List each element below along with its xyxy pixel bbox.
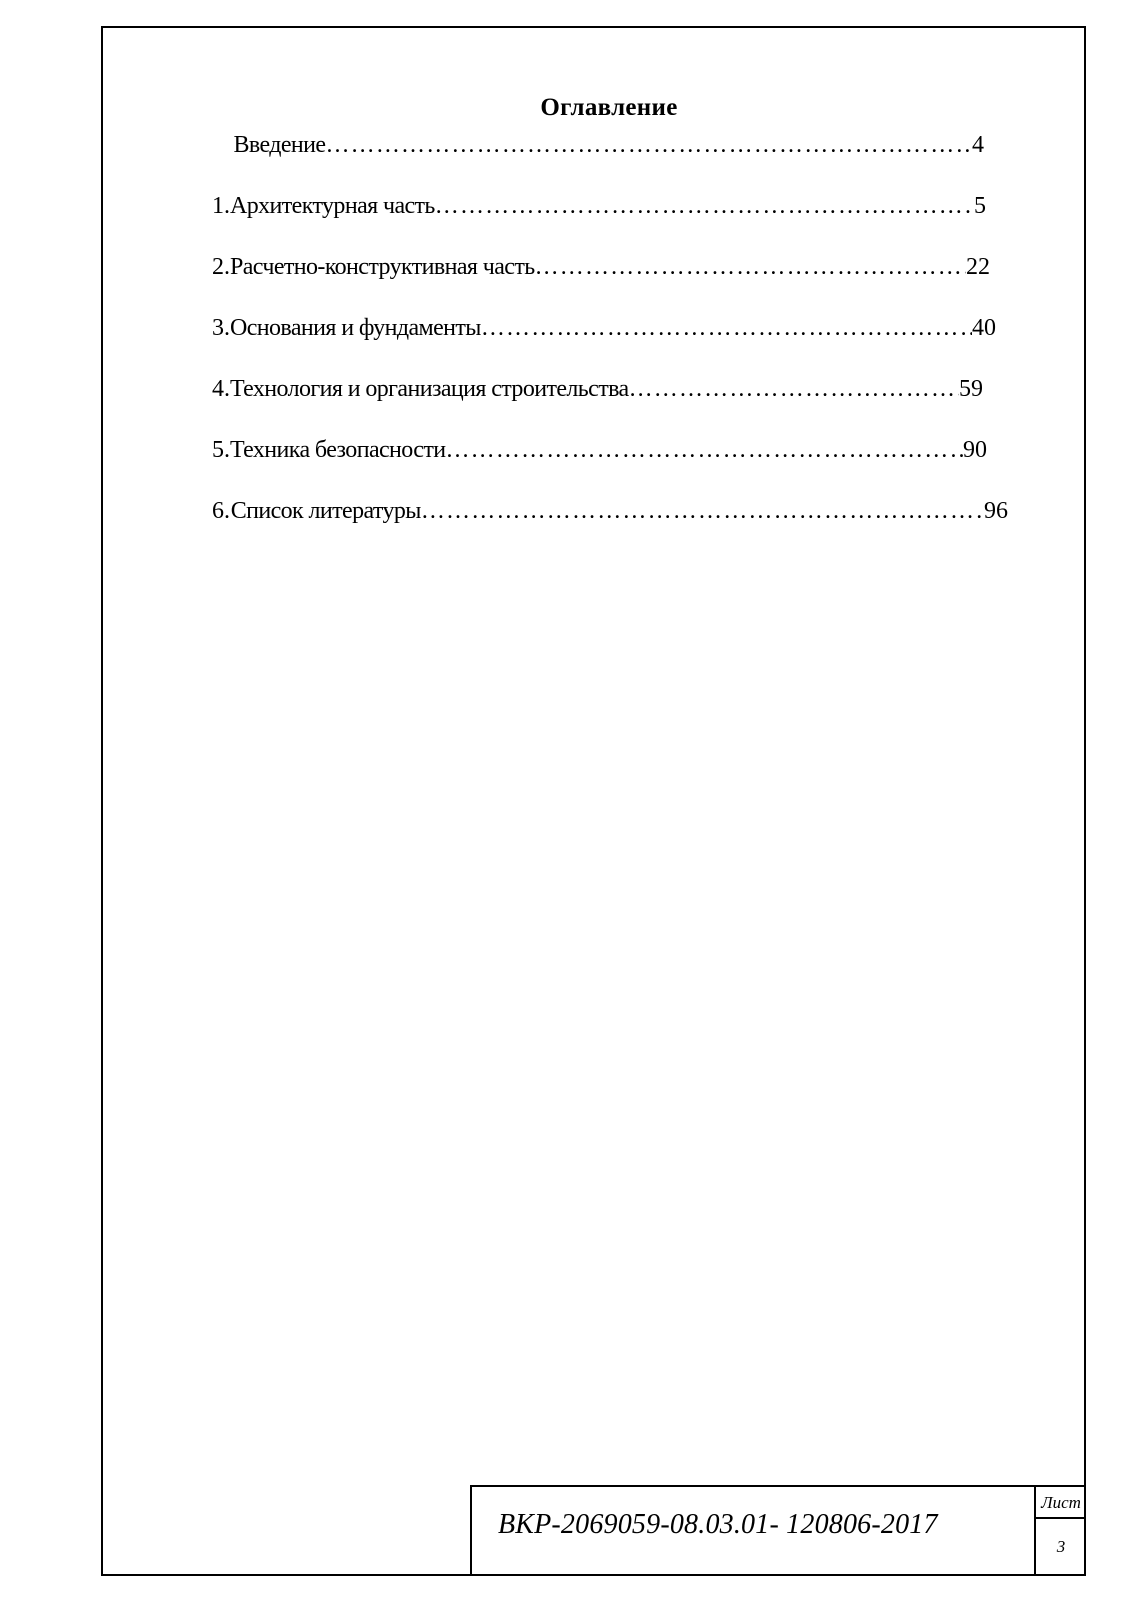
toc-item-number: 2. [212,254,230,280]
toc-item-page: 5 [974,193,986,219]
toc-leader-dots [481,313,972,343]
toc-item-page: 40 [972,315,996,341]
toc-item-references[interactable] [212,496,1008,526]
toc-leader-dots [435,191,974,221]
title-block-stamp [470,1485,1086,1576]
toc-item-safety[interactable] [212,435,987,465]
toc-leader-dots [421,496,984,526]
toc-item-label: Расчетно-конструктивная часть [230,254,535,280]
toc-item-label: Технология и организация строительства [230,376,629,402]
toc-item-number: 6. [212,498,230,524]
toc-leader-dots [445,435,963,465]
toc-item-page: 22 [966,254,990,280]
toc-item-technology[interactable] [212,374,983,404]
toc-item-architecture[interactable] [212,191,986,221]
toc-item-number [212,130,233,160]
toc-item-page: 90 [963,437,987,463]
toc-item-label: Список литературы [230,498,421,524]
toc-item-number: 3. [212,315,230,341]
sheet-label: Лист [1036,1487,1086,1519]
toc-leader-dots [629,374,959,404]
toc-item-label: Техника безопасности [230,437,446,463]
toc-item-foundations[interactable] [212,313,996,343]
toc-item-number: 5. [212,437,230,463]
toc-title: Оглавление [540,94,678,121]
toc-item-page: 96 [984,498,1008,524]
toc-leader-dots [535,252,966,282]
sheet-cell [1034,1487,1086,1576]
toc-item-label: Архитектурная часть [230,193,435,219]
toc-item-page: 4 [972,132,984,158]
toc-item-introduction[interactable] [212,130,984,160]
document-code: ВКР-2069059-08.03.01- 120806-2017 [498,1509,938,1540]
toc-item-label: Введение [233,132,326,158]
sheet-number: 3 [1056,1537,1066,1556]
toc-item-page: 59 [959,376,983,402]
toc-item-structural[interactable] [212,252,990,282]
toc-leader-dots [325,130,972,160]
toc-item-number: 4. [212,376,230,402]
toc-item-label: Основания и фундаменты [230,315,481,341]
toc-item-number: 1. [212,193,230,219]
